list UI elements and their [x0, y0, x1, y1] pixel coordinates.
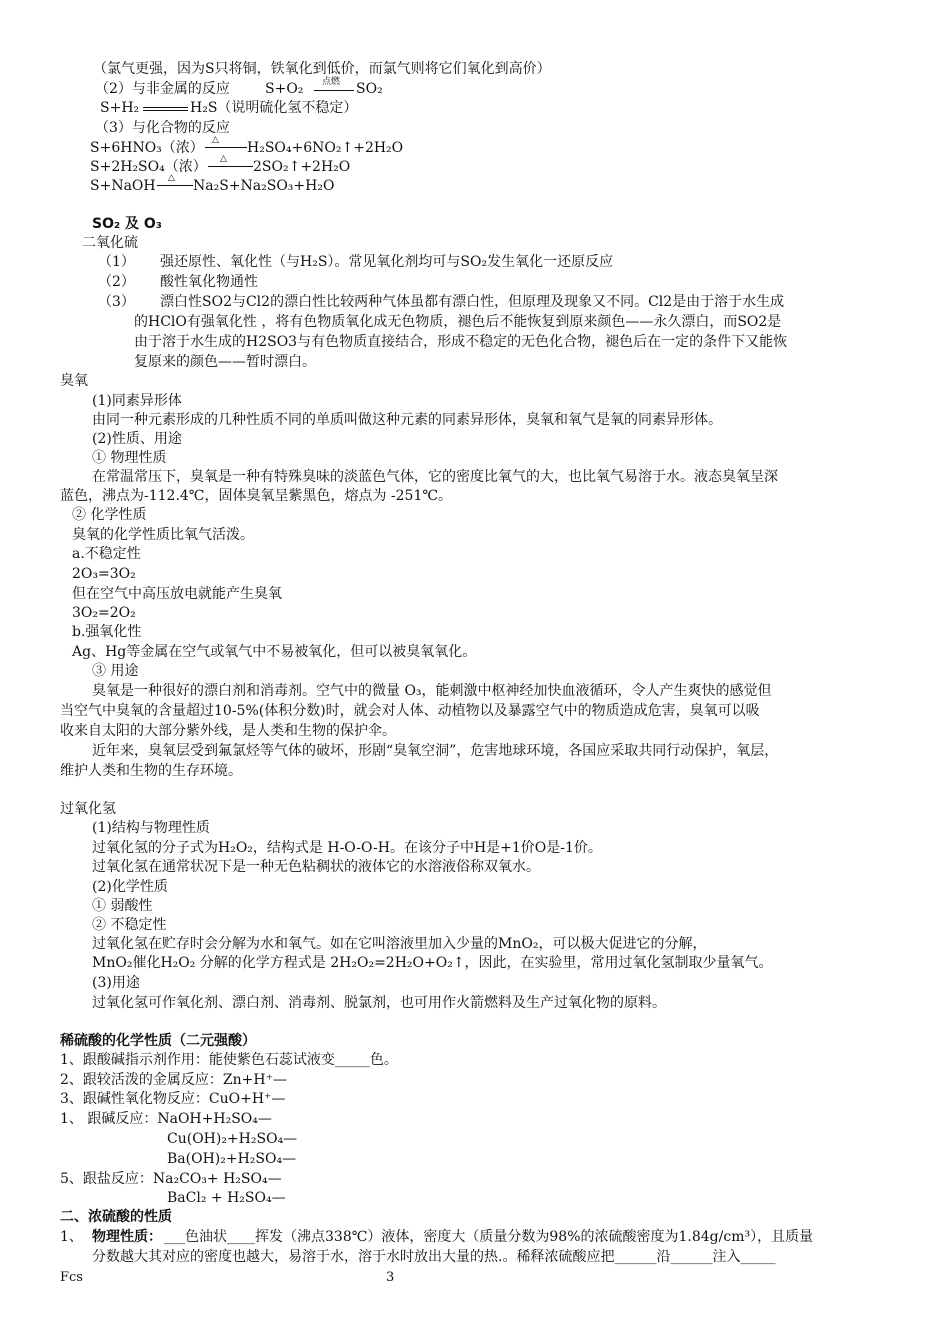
text-line: 蓝色，沸点为-112.4℃，固体臭氧呈紫黑色，熔点为 -251℃。: [60, 488, 453, 504]
text-line: 收来自太阳的大部分紫外线，是人类和生物的保护伞。: [60, 723, 396, 739]
section-heading: 二氧化硫: [82, 235, 138, 251]
list-text: 漂白性SO2与Cl2的漂白性比较两种气体虽都有漂白性，但原理及现象又不同。Cl2是由于溶于水生成: [160, 294, 785, 310]
text-line: ① 物理性质: [92, 450, 167, 466]
reaction-arrow: [208, 166, 253, 167]
list-text: 强还原性、氧化性（与H₂S）。常见氧化剂均可与SO₂发生氧化一还原反应: [160, 254, 614, 270]
text-line: (2)化学性质: [92, 879, 168, 895]
reaction-arrow: [157, 185, 193, 186]
text-line: (1)同素异形体: [92, 393, 182, 409]
text-line: 但在空气中高压放电就能产生臭氧: [72, 586, 282, 602]
text-line: ① 弱酸性: [92, 898, 153, 914]
text-line: 当空气中臭氧的含量超过10-5%(体积分数)时，就会对人体、动植物以及暴露空气中的物质造成危害，臭氧可以吸: [60, 703, 760, 719]
text-line: a.不稳定性: [72, 546, 141, 562]
text-line: 2O₃=3O₂: [72, 566, 136, 582]
list-number: （2）: [98, 274, 135, 290]
reaction-arrow: [143, 107, 188, 111]
list-number: 1、: [60, 1229, 83, 1245]
text-line: (3)用途: [92, 975, 140, 991]
text-line: b.强氧化性: [72, 624, 142, 640]
reaction-condition: △: [220, 154, 227, 164]
text-line: ② 化学性质: [72, 507, 147, 523]
text-line: 在常温常压下，臭氧是一种有特殊臭味的淡蓝色气体，它的密度比氧气的大，也比氧气易溶于水。液态臭氧呈深: [92, 469, 778, 485]
text-line: 近年来，臭氧层受到氟氯烃等气体的破坏，形剧“臭氧空洞”，危害地球环境，各国应采取共同行动保护，氧层，: [92, 743, 779, 759]
equation-right: Na₂S+Na₂SO₃+H₂O: [193, 178, 335, 194]
equation-left: S+H₂: [100, 100, 140, 116]
text-line: (1)结构与物理性质: [92, 820, 210, 836]
text-line: 臭氧是一种很好的漂白剂和消毒剂。空气中的微量 O₃，能刺激中枢神经加快血液循环，令人产生爽快的感觉但: [92, 683, 772, 699]
list-text: 由于溶于水生成的H2SO3与有色物质直接结合，形成不稳定的无色化合物，褪色后在一定的条件下又能恢: [134, 334, 788, 350]
text-line: 维护人类和生物的生存环境。: [60, 763, 242, 779]
equation-left: S+O₂: [265, 81, 304, 97]
reaction-arrow: [205, 147, 247, 148]
reaction-condition: △: [212, 135, 219, 145]
text-line: 过氧化氢可作氧化剂、漂白剂、消毒剂、脱氯剂，也可用作火箭燃料及生产过氧化物的原料。: [92, 995, 666, 1011]
list-text: 酸性氧化物通性: [160, 274, 258, 290]
text-line: 过氧化氢在通常状况下是一种无色粘稠状的液体它的水溶液俗称双氧水。: [92, 859, 540, 875]
text-line: （氯气更强，因为S只将铜，铁氧化到低价，而氯气则将它们氧化到高价）: [93, 61, 551, 77]
reaction-condition: △: [168, 173, 175, 183]
equation-left: S+NaOH: [90, 178, 156, 194]
list-text: 的HClO有强氧化性 ，将有色物质氧化成无色物质，褪色后不能恢复到原来颜色——永久漂白，而SO2是: [134, 314, 782, 330]
equation-right: H₂SO₄+6NO₂↑+2H₂O: [247, 140, 404, 156]
section-heading: SO₂ 及 O₃: [92, 216, 162, 232]
section-heading: 过氧化氢: [60, 801, 116, 817]
text-line: 1、跟酸碱指示剂作用：能使紫色石蕊试液变_____色。: [60, 1052, 398, 1068]
text-line: MnO₂催化H₂O₂ 分解的化学方程式是 2H₂O₂=2H₂O+O₂↑，因此，在实验里，常用过氧化氢制取少量氧气。: [92, 955, 773, 971]
equation-right: SO₂: [356, 81, 383, 97]
text-line: Ag、Hg等金属在空气或氧气中不易被氧化，但可以被臭氧氧化。: [72, 644, 477, 660]
text-line: （2）与非金属的反应: [95, 81, 230, 97]
page-number: 3: [386, 1270, 395, 1285]
text-line: 分数越大其对应的密度也越大，易溶于水，溶于水时放出大量的热.。稀释浓硫酸应把______沿______注入_____: [92, 1249, 776, 1265]
text-line: 臭氧的化学性质比氧气活泼。: [72, 527, 254, 543]
text-line: 3、跟碱性氧化物反应：CuO+H⁺—: [60, 1091, 286, 1107]
section-heading: 臭氧: [60, 373, 88, 389]
section-heading: 稀硫酸的化学性质（二元强酸）: [60, 1033, 256, 1049]
list-label: 物理性质：: [92, 1229, 162, 1245]
text-line: Cu(OH)₂+H₂SO₄—: [167, 1131, 298, 1147]
equation-left: S+2H₂SO₄（浓）: [90, 159, 207, 175]
text-line: 1、 跟碱反应：NaOH+H₂SO₄—: [60, 1111, 272, 1127]
text-line: 由同一种元素形成的几种性质不同的单质叫做这种元素的同素异形体，臭氧和氧气是氧的同素异形体。: [92, 412, 722, 428]
list-text: 复原来的颜色——暂时漂白。: [134, 354, 316, 370]
list-number: （3）: [98, 294, 135, 310]
footer-left: Fcs: [60, 1270, 83, 1285]
equation-right: 2SO₂↑+2H₂O: [253, 159, 351, 175]
text-line: 2、跟较活泼的金属反应：Zn+H⁺—: [60, 1072, 287, 1088]
text-line: 5、跟盐反应：Na₂CO₃+ H₂SO₄—: [60, 1171, 282, 1187]
text-line: 过氧化氢在贮存时会分解为水和氧气。如在它叫溶液里加入少量的MnO₂，可以极大促进它的分解，: [92, 936, 707, 952]
text-line: Ba(OH)₂+H₂SO₄—: [167, 1151, 297, 1167]
text-line: ___色油状____挥发（沸点338℃）液体，密度大（质量分数为98%的浓硫酸密度为1.84g/cm³），且质量: [164, 1229, 814, 1245]
text-line: BaCl₂ + H₂SO₄—: [167, 1190, 286, 1206]
section-heading: 二、浓硫酸的性质: [60, 1209, 172, 1225]
text-line: ② 不稳定性: [92, 917, 167, 933]
reaction-arrow: [314, 90, 354, 91]
reaction-condition: 点燃: [322, 77, 341, 87]
equation-right: H₂S（说明硫化氢不稳定）: [190, 100, 358, 116]
text-line: (2)性质、用途: [92, 431, 182, 447]
equation-left: S+6HNO₃（浓）: [90, 140, 204, 156]
text-line: 3O₂=2O₂: [72, 605, 136, 621]
text-line: ③ 用途: [92, 663, 139, 679]
text-line: （3）与化合物的反应: [95, 120, 230, 136]
list-number: （1）: [98, 254, 135, 270]
text-line: 过氧化氢的分子式为H₂O₂，结构式是 H-O-O-H。在该分子中H是+1价O是-1价。: [92, 840, 602, 856]
